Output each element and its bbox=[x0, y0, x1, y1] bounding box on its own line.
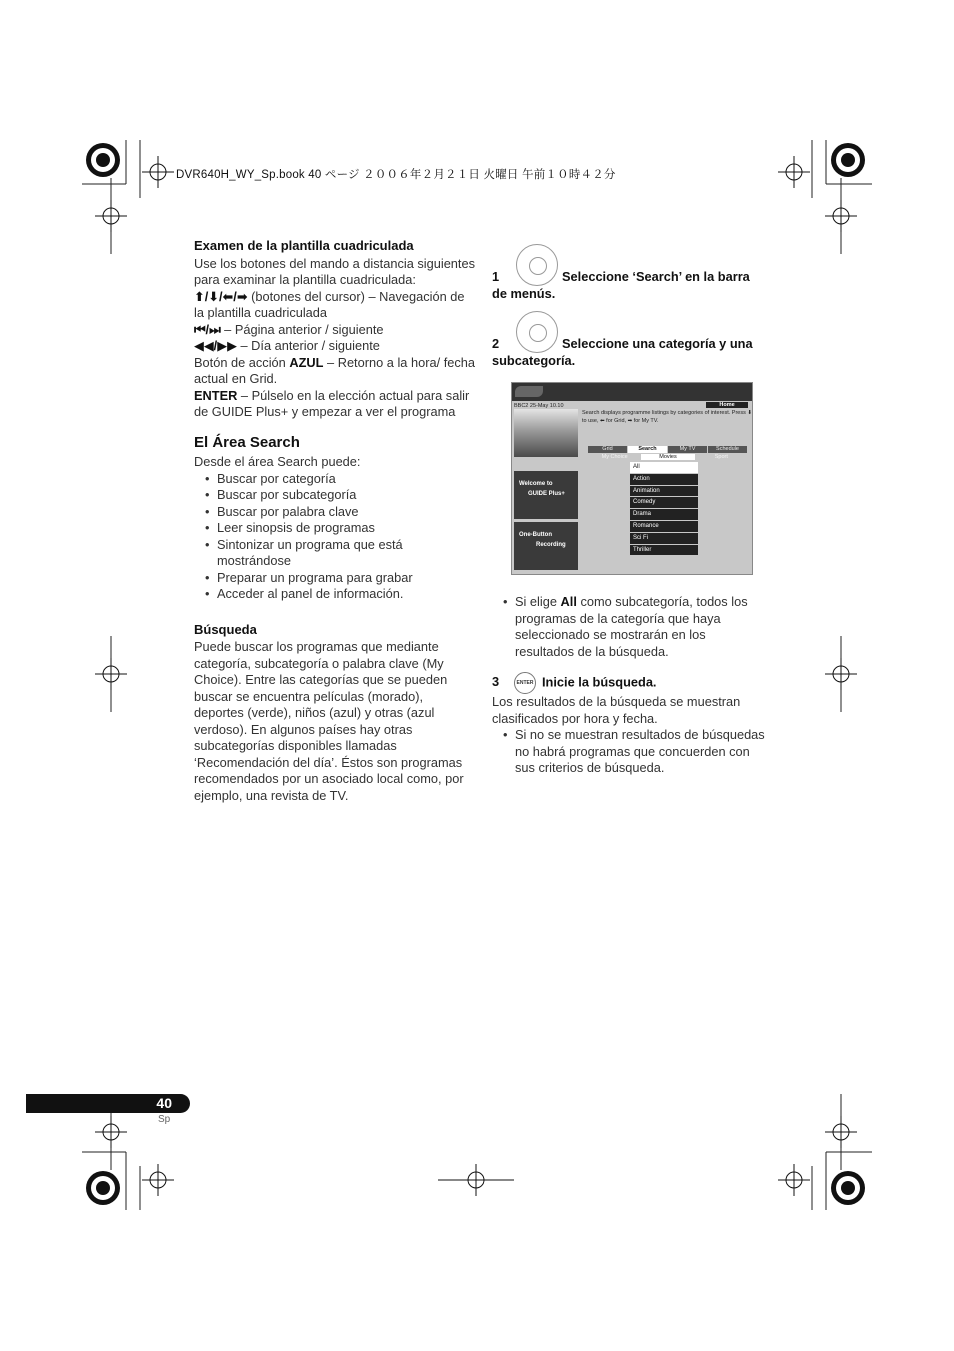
step-3-number: 3 bbox=[492, 674, 500, 690]
enter-button-icon: ENTER bbox=[514, 672, 536, 694]
subcategory-item[interactable]: Animation bbox=[630, 486, 698, 497]
dpad-icon bbox=[516, 311, 558, 353]
page-language: Sp bbox=[158, 1114, 171, 1125]
day-text: – Día anterior / siguiente bbox=[236, 338, 380, 353]
step-3-text: Inicie la búsqueda. bbox=[542, 674, 657, 690]
step-1-number: 1 bbox=[492, 269, 500, 284]
category-bar bbox=[588, 454, 748, 460]
enter-key: ENTER bbox=[194, 387, 238, 403]
search-intro: Desde el área Search puede: bbox=[194, 454, 361, 469]
recording-line-1: One-Button bbox=[519, 532, 552, 538]
search-list bbox=[194, 471, 476, 603]
subcategory-item[interactable]: Drama bbox=[630, 509, 698, 520]
arrows-keys: ⬆/⬇/⬅/➡ bbox=[194, 288, 248, 304]
screen-message: Search displays programme listings by categories of interest. Press ⬇ to use, ⬅ for Grid, ➡ for My TV. bbox=[582, 410, 752, 424]
left-column bbox=[194, 238, 476, 804]
category-sport[interactable]: Sport bbox=[714, 454, 728, 460]
list-item: • Buscar por categoría bbox=[194, 471, 476, 488]
search-title: El Área Search bbox=[194, 433, 300, 451]
recording-line-2: Recording bbox=[536, 542, 566, 548]
page-number: 40 bbox=[156, 1095, 172, 1111]
none-bullet bbox=[492, 727, 768, 777]
blue-text: – Retorno a la hora/ fecha actual en Grid. bbox=[194, 354, 475, 386]
arrows-text: (botones del cursor) – Navegación de la plantilla cuadriculada bbox=[194, 288, 465, 320]
preview-image bbox=[514, 409, 578, 457]
page-number-tab bbox=[26, 1094, 190, 1113]
list-item: • Buscar por palabra clave bbox=[194, 504, 476, 521]
step-1-text: Seleccione ‘Search’ en la barra de menús. bbox=[492, 269, 750, 301]
day-keys: ◀◀/▶▶ bbox=[194, 338, 237, 353]
step-1 bbox=[492, 240, 768, 302]
tab-grid[interactable]: Grid bbox=[588, 446, 627, 453]
welcome-panel bbox=[514, 471, 578, 519]
book-file-header: DVR640H_WY_Sp.book 40 ページ ２００６年２月２１日 火曜日 午前１０時４２分 bbox=[176, 169, 616, 181]
all-text: como subcategoría, todos los programas de la categoría que haya seleccionado se mostrarán en los resultados de la búsqueda. bbox=[515, 594, 748, 659]
welcome-line-2: GUIDE Plus+ bbox=[528, 491, 565, 497]
subcategory-item[interactable]: Sci Fi bbox=[630, 533, 698, 544]
subcategory-item[interactable]: Romance bbox=[630, 521, 698, 532]
guide-plus-logo bbox=[515, 386, 543, 397]
category-movies[interactable]: Movies bbox=[641, 454, 694, 460]
recording-panel bbox=[514, 522, 578, 570]
blue-key: AZUL bbox=[289, 354, 324, 370]
dpad-icon bbox=[516, 244, 558, 286]
list-item: • Preparar un programa para grabar bbox=[194, 570, 476, 587]
list-item: • Sintonizar un programa que está mostrándose bbox=[194, 537, 476, 570]
enter-text: – Púlselo en la elección actual para salir de GUIDE Plus+ y empezar a ver el programa bbox=[194, 387, 470, 419]
grid-page-line bbox=[194, 322, 476, 339]
subcategory-list bbox=[630, 462, 698, 556]
step-2 bbox=[492, 316, 768, 369]
subcategory-item[interactable]: Action bbox=[630, 474, 698, 485]
category-my-choice[interactable]: My Choice bbox=[601, 454, 628, 460]
menu-bar bbox=[588, 446, 748, 453]
list-item: • Si no se muestran resultados de búsquedas no habrá programas que concuerden con sus criterios de búsqueda. bbox=[492, 727, 768, 777]
tab-my-tv[interactable]: My TV bbox=[668, 446, 707, 453]
blue-prefix: Botón de acción bbox=[194, 354, 290, 370]
subcategory-item[interactable]: Comedy bbox=[630, 497, 698, 508]
all-bullet bbox=[492, 594, 768, 660]
home-label: Home bbox=[706, 402, 748, 408]
all-key: All bbox=[560, 594, 577, 609]
list-item: • Acceder al panel de información. bbox=[194, 586, 476, 603]
welcome-line-1: Welcome to bbox=[519, 481, 553, 487]
all-prefix: Si elige bbox=[515, 594, 561, 609]
busqueda-title: Búsqueda bbox=[194, 621, 257, 637]
step-3-desc: Los resultados de la búsqueda se muestran clasificados por hora y fecha. bbox=[492, 694, 741, 726]
subcategory-item[interactable]: Thriller bbox=[630, 545, 698, 556]
guide-plus-screen bbox=[511, 382, 753, 575]
grid-title: Examen de la plantilla cuadriculada bbox=[194, 238, 414, 253]
grid-intro: Use los botones del mando a distancia siguientes para examinar la plantilla cuadriculada: bbox=[194, 255, 475, 287]
grid-blue-line bbox=[194, 355, 476, 388]
grid-arrows-line bbox=[194, 289, 476, 322]
page-keys: ⏮/⏭ bbox=[194, 321, 221, 337]
subcategory-item[interactable]: All bbox=[630, 462, 698, 473]
grid-enter-line bbox=[194, 388, 476, 421]
screen-top-bar bbox=[512, 383, 753, 401]
tab-schedule[interactable]: Schedule bbox=[708, 446, 747, 453]
tab-search[interactable]: Search bbox=[628, 446, 667, 453]
list-item: • Leer sinopsis de programas bbox=[194, 520, 476, 537]
step-2-text: Seleccione una categoría y una subcategoría. bbox=[492, 336, 753, 368]
busqueda-text: Puede buscar los programas que mediante categoría, subcategoría o palabra clave (My Choice). Entre las categorías que se pueden buscar se encuentra películas (morado), deportes (verde), niños (azul) y otras (azul verdoso). En algunos países hay otras subcategorías disponibles llamadas ‘Recomendación del día’. Éstos son programas recomendados por un asociado local como, por ejemplo, una revista de TV. bbox=[194, 639, 464, 803]
page-text: – Página anterior / siguiente bbox=[220, 321, 384, 337]
step-3 bbox=[492, 672, 768, 694]
channel-info: BBC2 25-May 10.10 bbox=[514, 403, 564, 409]
step-2-number: 2 bbox=[492, 336, 500, 351]
list-item: • Buscar por subcategoría bbox=[194, 487, 476, 504]
grid-day-line bbox=[194, 338, 476, 355]
